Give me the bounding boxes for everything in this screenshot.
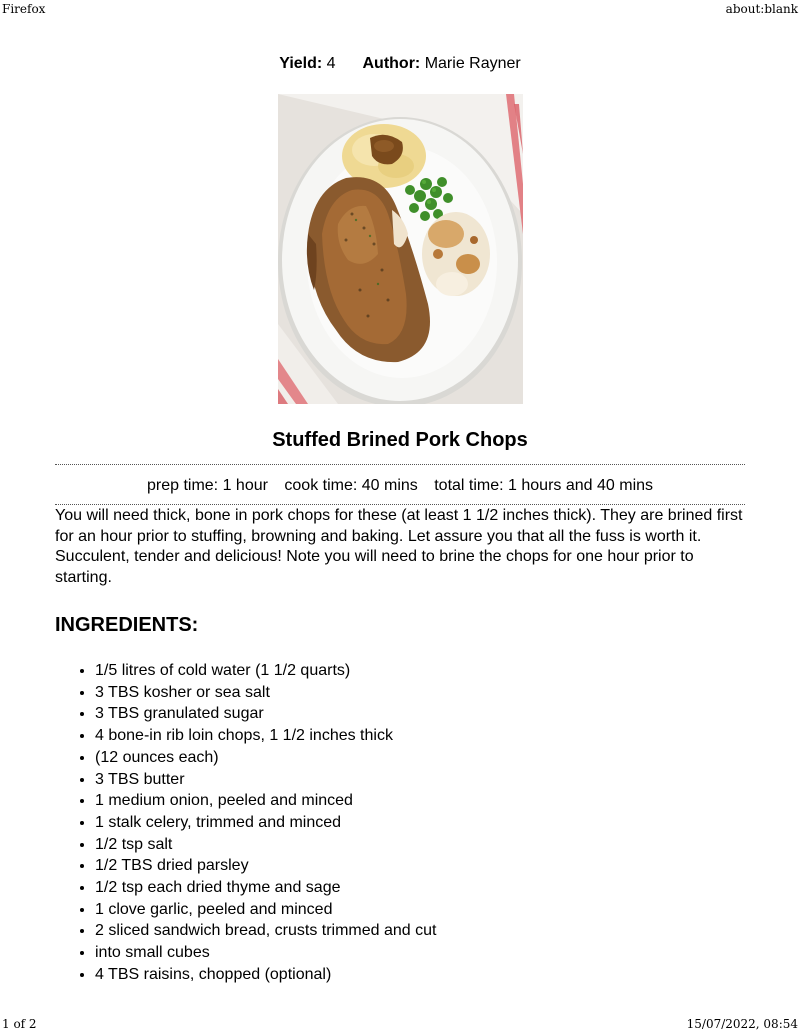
recipe-content — [55, 52, 745, 986]
recipe-title: Stuffed Brined Pork Chops — [272, 429, 528, 451]
page-indicator: 1 of 2 — [2, 1017, 37, 1031]
ingredient-item: • 1/2 tsp each dried thyme and sage — [95, 877, 745, 899]
print-header — [0, 0, 800, 20]
yield-label: Yield: — [279, 55, 323, 72]
ingredients-heading: INGREDIENTS: — [55, 614, 199, 636]
ingredient-item: • 1 medium onion, peeled and minced — [95, 790, 745, 812]
cook-time: cook time: 40 mins — [284, 477, 418, 494]
prep-time: prep time: 1 hour — [146, 477, 268, 494]
print-header-app-name: Firefox — [2, 2, 46, 16]
total-time: total time: 1 hours and 40 mins — [434, 477, 654, 494]
recipe-photo — [278, 94, 523, 404]
print-datetime: 15/07/2022, 08:54 — [686, 1017, 798, 1031]
ingredients-list — [55, 660, 745, 986]
ingredient-item: • into small cubes — [95, 942, 745, 964]
ingredient-item: • 2 sliced sandwich bread, crusts trimmed and cut — [95, 920, 745, 942]
ingredient-item: • 3 TBS butter — [95, 769, 745, 791]
recipe-times — [55, 465, 745, 504]
recipe-photo-container — [55, 94, 745, 404]
print-footer — [0, 1015, 800, 1035]
ingredient-item: • 3 TBS granulated sugar — [95, 703, 745, 725]
author-value: Marie Rayner — [424, 55, 521, 72]
ingredient-item: • 1 stalk celery, trimmed and minced — [95, 812, 745, 834]
ingredient-item: • 1 clove garlic, peeled and minced — [95, 899, 745, 921]
recipe-meta — [55, 52, 745, 78]
ingredient-item: • 4 TBS raisins, chopped (optional) — [95, 964, 745, 986]
recipe-intro: You will need thick, bone in pork chops for these (at least 1 1/2 inches thick). They are brined first for an hour prior to stuffing, browning and baking. Let assure you that all the fuss is worth it. Succulent, tender and delicious! Note you will need to brine the chops for one hour prior to starting. — [55, 507, 743, 586]
ingredient-item: • 1/5 litres of cold water (1 1/2 quarts) — [95, 660, 745, 682]
ingredient-item: • 4 bone-in rib loin chops, 1 1/2 inches thick — [95, 725, 745, 747]
ingredient-item: • 3 TBS kosher or sea salt — [95, 682, 745, 704]
author-label: Author: — [362, 55, 421, 72]
ingredient-item: • (12 ounces each) — [95, 747, 745, 769]
ingredient-item: • 1/2 tsp salt — [95, 834, 745, 856]
ingredient-item: • 1/2 TBS dried parsley — [95, 855, 745, 877]
yield-value: 4 — [326, 55, 336, 72]
print-header-url: about:blank — [725, 2, 798, 16]
divider-bottom — [55, 504, 745, 505]
